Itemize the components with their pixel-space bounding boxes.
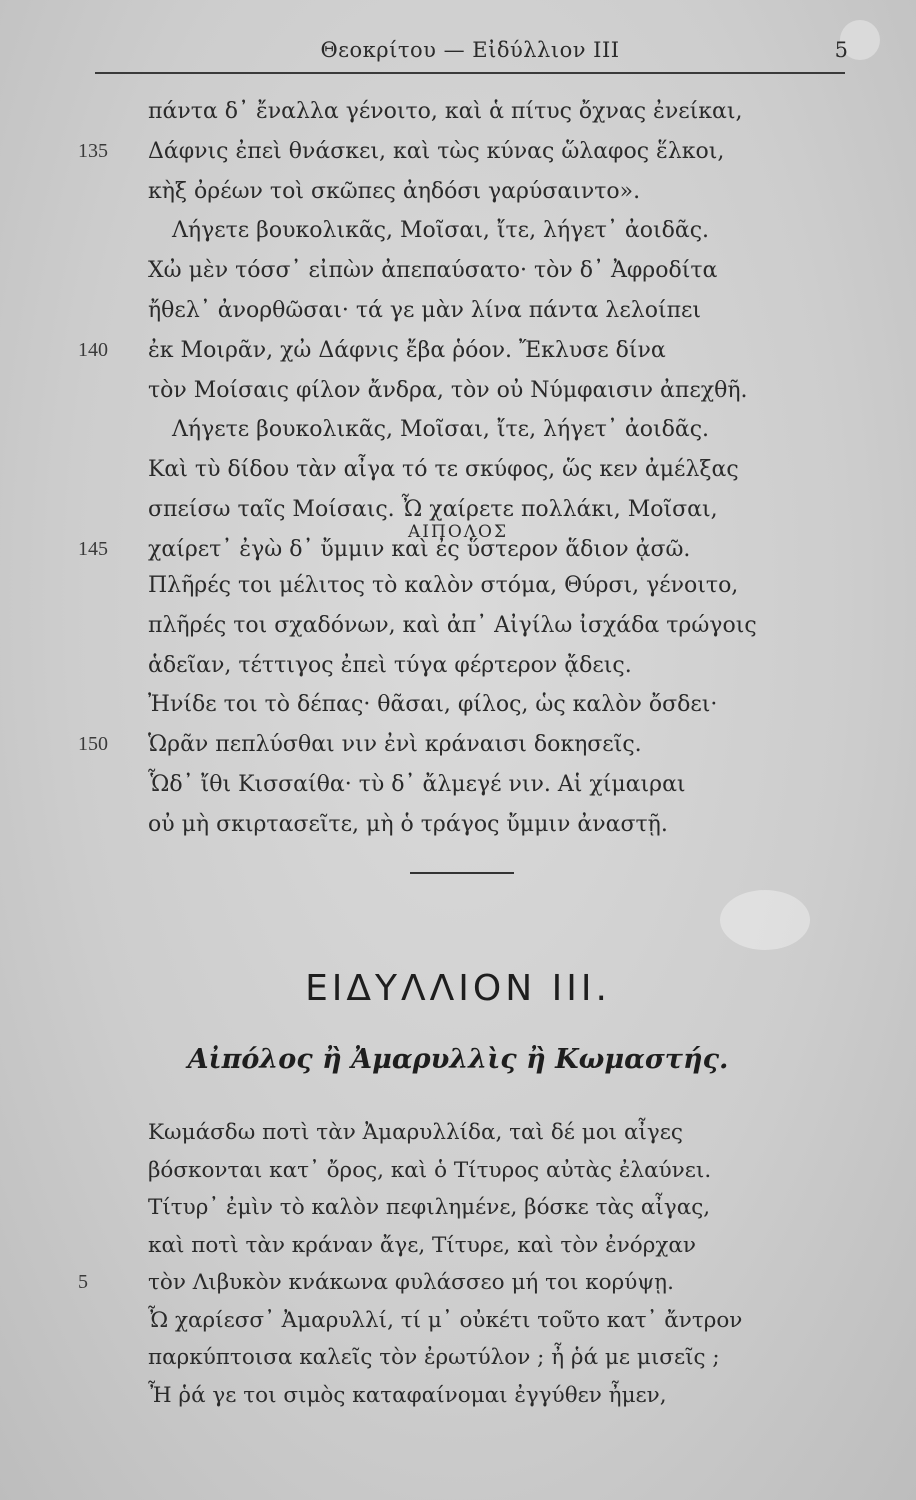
verse-text: Καὶ τὺ δίδου τὰν αἶγα τό τε σκύφος, ὥς κεν ἀμέλξας	[148, 457, 739, 483]
verse-line	[148, 410, 868, 450]
verse-text: χαίρετ᾽ ἐγὼ δ᾽ ὔμμιν καὶ ἐς ὕστερον ἅδιον ᾀσῶ.	[148, 536, 691, 562]
verse-line	[148, 1377, 878, 1415]
verse-line	[148, 685, 868, 725]
verse-line	[78, 132, 868, 172]
verse-text: πάντα δ᾽ ἔναλλα γένοιτο, καὶ ἁ πίτυς ὄχνας ἐνείκαι,	[148, 99, 743, 124]
speaker-heading: ΑΙΠΟΛΟΣ	[408, 522, 508, 542]
verse-line	[148, 1339, 878, 1377]
line-number: 135	[78, 139, 108, 162]
verse-line	[148, 805, 868, 845]
verse-line	[78, 725, 868, 765]
verse-line	[78, 331, 868, 371]
verse-line	[148, 1302, 878, 1340]
line-number: 150	[78, 733, 108, 756]
verse-text: οὐ μὴ σκιρτασεῖτε, μὴ ὁ τράγος ὔμμιν ἀναστῇ.	[148, 811, 668, 837]
verse-text: σπείσω ταῖς Μοίσαις. Ὦ χαίρετε πολλάκι, Μοῖσαι,	[148, 496, 718, 522]
verse-text: παρκύπτοισα καλεῖς τὸν ἐρωτύλον ; ἦ ῥά με μισεῖς ;	[148, 1345, 720, 1370]
verse-line	[148, 566, 868, 606]
line-number: 5	[78, 1271, 88, 1293]
line-number: 140	[78, 338, 108, 361]
verse-text: καὶ ποτὶ τὰν κράναν ἄγε, Τίτυρε, καὶ τὸν ἐνόρχαν	[148, 1232, 696, 1258]
verse-line	[148, 606, 868, 646]
idyll-title: ΕΙΔΥΛΛΙΟΝ ΙΙΙ.	[305, 968, 611, 1009]
verse-text: Ὡρᾶν πεπλύσθαι νιν ἐνὶ κράναισι δοκησεῖς.	[148, 732, 642, 758]
verse-line	[148, 211, 868, 251]
verse-text: Ὧδ᾽ ἴθι Κισσαίθα· τὺ δ᾽ ἄλμεγέ νιν. Αἱ χίμαιραι	[148, 771, 686, 797]
running-head	[0, 38, 916, 68]
verse-block-thyrsis-song	[78, 92, 868, 570]
verse-text: Πλῆρές τοι μέλιτος τὸ καλὸν στόμα, Θύρσι, γένοιτο,	[148, 573, 739, 598]
verse-text: κὴξ ὀρέων τοὶ σκῶπες ἀηδόσι γαρύσαιντο».	[148, 178, 641, 204]
verse-line	[78, 1264, 878, 1302]
verse-text: Ὦ χαρίεσσ᾽ Ἀμαρυλλί, τί μ᾽ οὐκέτι τοῦτο κατ᾽ ἄντρον	[148, 1307, 743, 1333]
header-rule	[95, 72, 845, 74]
verse-block-idyll-three	[78, 1114, 878, 1414]
verse-line	[148, 92, 868, 132]
verse-text: Λήγετε βουκολικᾶς, Μοῖσαι, ἴτε, λήγετ᾽ ἀοιδᾶς.	[172, 417, 710, 443]
idyll-subtitle: Αἰπόλος ἢ Ἀμαρυλλὶς ἢ Κωμαστής.	[187, 1044, 729, 1075]
verse-line	[148, 1114, 878, 1152]
verse-text: Ἠνίδε τοι τὸ δέπας· θᾶσαι, φίλος, ὡς καλὸν ὄσδει·	[148, 692, 718, 718]
running-title: Θεοκρίτου — Εἰδύλλιον ΙΙΙ	[320, 38, 620, 62]
verse-line	[148, 291, 868, 331]
verse-text: Χὠ μὲν τόσσ᾽ εἰπὼν ἀπεπαύσατο· τὸν δ᾽ Ἀφροδίτα	[148, 258, 718, 284]
verse-text: ἁδεῖαν, τέττιγος ἐπεὶ τύγα φέρτερον ᾄδεις.	[148, 652, 632, 678]
verse-text: ἤθελ᾽ ἀνορθῶσαι· τά γε μὰν λίνα πάντα λελοίπει	[148, 297, 702, 323]
verse-text: Τίτυρ᾽ ἐμὶν τὸ καλὸν πεφιλημένε, βόσκε τὰς αἶγας,	[148, 1195, 711, 1220]
verse-line	[148, 1227, 878, 1265]
verse-block-goatherd	[78, 566, 868, 845]
verse-text: Δάφνις ἐπεὶ θνάσκει, καὶ τὼς κύνας ὥλαφος ἕλκοι,	[148, 138, 725, 164]
verse-line	[148, 765, 868, 805]
section-divider	[410, 872, 514, 874]
line-number: 145	[78, 537, 108, 560]
verse-text: Κωμάσδω ποτὶ τὰν Ἀμαρυλλίδα, ταὶ δέ μοι αἶγες	[148, 1120, 683, 1145]
verse-text: τὸν Λιβυκὸν κνάκωνα φυλάσσεο μή τοι κορύψῃ.	[148, 1270, 674, 1295]
verse-text: Ἦ ῥά γε τοι σιμὸς καταφαίνομαι ἐγγύθεν ἦμεν,	[148, 1382, 667, 1408]
verse-line	[148, 646, 868, 686]
verse-text: βόσκονται κατ᾽ ὄρος, καὶ ὁ Τίτυρος αὐτὰς ἐλαύνει.	[148, 1157, 712, 1183]
verse-text: πλῆρές τοι σχαδόνων, καὶ ἀπ᾽ Αἰγίλω ἰσχάδα τρώγοις	[148, 612, 757, 638]
verse-line	[148, 371, 868, 411]
page-number: 5	[834, 38, 848, 62]
verse-text: Λήγετε βουκολικᾶς, Μοῖσαι, ἴτε, λήγετ᾽ ἀοιδᾶς.	[172, 218, 710, 244]
verse-text: τὸν Μοίσαις φίλον ἄνδρα, τὸν οὐ Νύμφαισιν ἀπεχθῆ.	[148, 377, 748, 403]
paper-blemish	[720, 890, 810, 950]
verse-text: ἐκ Μοιρᾶν, χὠ Δάφνις ἔβα ῥόον. Ἔκλυσε δίνα	[148, 337, 666, 363]
verse-line	[148, 251, 868, 291]
verse-line	[148, 172, 868, 212]
verse-line	[148, 1152, 878, 1190]
verse-line	[148, 1189, 878, 1227]
verse-line	[148, 450, 868, 490]
